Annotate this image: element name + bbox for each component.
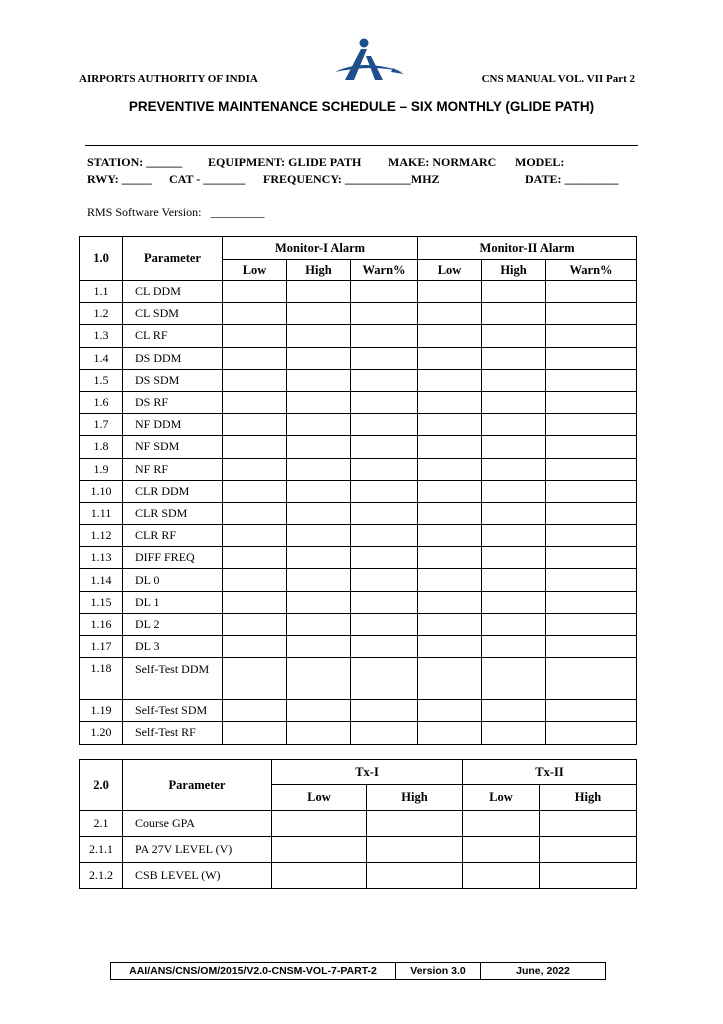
value-cell[interactable] (287, 658, 351, 700)
value-cell[interactable] (418, 591, 482, 613)
value-cell[interactable] (223, 569, 287, 591)
row-number: 1.13 (80, 547, 123, 569)
value-cell[interactable] (351, 525, 418, 547)
value-cell[interactable] (418, 325, 482, 347)
cat-field: CAT - _______ (169, 172, 246, 186)
value-cell[interactable] (418, 502, 482, 524)
row-number: 1.15 (80, 591, 123, 613)
value-cell[interactable] (546, 722, 637, 744)
value-cell[interactable] (546, 613, 637, 635)
value-cell[interactable] (482, 458, 546, 480)
row-parameter: CLR DDM (123, 480, 223, 502)
row-number: 1.7 (80, 414, 123, 436)
value-cell[interactable] (546, 569, 637, 591)
value-cell[interactable] (351, 281, 418, 303)
table-row (80, 347, 637, 369)
table-row (80, 700, 637, 722)
aai-logo-icon (333, 36, 405, 84)
value-cell[interactable] (418, 458, 482, 480)
row-number: 2.1.1 (80, 837, 123, 863)
row-parameter: DS SDM (123, 369, 223, 391)
value-cell[interactable] (287, 436, 351, 458)
row-number: 1.20 (80, 722, 123, 744)
row-parameter: CLR SDM (123, 502, 223, 524)
value-cell[interactable] (287, 547, 351, 569)
m2-high-header: High (482, 260, 546, 281)
value-cell[interactable] (546, 436, 637, 458)
value-cell[interactable] (287, 700, 351, 722)
table-row (80, 722, 637, 744)
value-cell[interactable] (223, 369, 287, 391)
table-row (80, 636, 637, 658)
value-cell[interactable] (418, 281, 482, 303)
frequency-field: FREQUENCY: ___________MHZ (263, 172, 440, 186)
value-cell[interactable] (351, 391, 418, 413)
value-cell[interactable] (546, 458, 637, 480)
value-cell[interactable] (223, 525, 287, 547)
value-cell[interactable] (482, 369, 546, 391)
transmitter-table (79, 759, 637, 889)
value-cell[interactable] (482, 722, 546, 744)
org-name: AIRPORTS AUTHORITY OF INDIA (79, 73, 258, 85)
value-cell[interactable] (223, 658, 287, 700)
value-cell[interactable] (540, 837, 637, 863)
parameter-header: Parameter (123, 237, 223, 281)
row-number: 1.17 (80, 636, 123, 658)
value-cell[interactable] (482, 569, 546, 591)
row-number: 1.4 (80, 347, 123, 369)
value-cell[interactable] (367, 811, 463, 837)
value-cell[interactable] (351, 369, 418, 391)
value-cell[interactable] (546, 347, 637, 369)
value-cell[interactable] (482, 658, 546, 700)
row-parameter: CLR RF (123, 525, 223, 547)
table-row (80, 369, 637, 391)
divider (85, 145, 638, 146)
footer-version: Version 3.0 (396, 963, 481, 979)
row-number: 1.9 (80, 458, 123, 480)
value-cell[interactable] (482, 436, 546, 458)
table-row (80, 811, 637, 837)
value-cell[interactable] (546, 547, 637, 569)
value-cell[interactable] (287, 347, 351, 369)
equipment-field: EQUIPMENT: GLIDE PATH (208, 155, 362, 169)
value-cell[interactable] (482, 700, 546, 722)
value-cell[interactable] (272, 811, 367, 837)
value-cell[interactable] (287, 414, 351, 436)
row-number: 1.6 (80, 391, 123, 413)
table-row (80, 391, 637, 413)
value-cell[interactable] (287, 458, 351, 480)
value-cell[interactable] (418, 722, 482, 744)
value-cell[interactable] (223, 347, 287, 369)
row-parameter: DL 2 (123, 613, 223, 635)
row-number: 1.19 (80, 700, 123, 722)
monitor-alarm-table (79, 236, 637, 745)
value-cell[interactable] (418, 613, 482, 635)
row-parameter: CSB LEVEL (W) (123, 863, 272, 889)
value-cell[interactable] (351, 700, 418, 722)
row-parameter: Self-Test SDM (123, 700, 223, 722)
row-parameter: Self-Test DDM (123, 658, 223, 700)
value-cell[interactable] (482, 281, 546, 303)
table-row (80, 525, 637, 547)
value-cell[interactable] (272, 863, 367, 889)
value-cell[interactable] (482, 391, 546, 413)
value-cell[interactable] (418, 658, 482, 700)
row-parameter: CL DDM (123, 281, 223, 303)
value-cell[interactable] (351, 547, 418, 569)
value-cell[interactable] (418, 414, 482, 436)
value-cell[interactable] (351, 325, 418, 347)
table-row (80, 547, 637, 569)
table-row (80, 303, 637, 325)
value-cell[interactable] (482, 325, 546, 347)
row-number: 2.1.2 (80, 863, 123, 889)
tx-1-header: Tx-I (272, 760, 463, 785)
table-row (80, 613, 637, 635)
value-cell[interactable] (546, 700, 637, 722)
value-cell[interactable] (351, 303, 418, 325)
value-cell[interactable] (223, 391, 287, 413)
row-number: 1.14 (80, 569, 123, 591)
value-cell[interactable] (482, 547, 546, 569)
value-cell[interactable] (482, 591, 546, 613)
row-number: 1.1 (80, 281, 123, 303)
value-cell[interactable] (418, 569, 482, 591)
row-parameter: NF DDM (123, 414, 223, 436)
value-cell[interactable] (367, 863, 463, 889)
value-cell[interactable] (418, 303, 482, 325)
value-cell[interactable] (546, 281, 637, 303)
station-field: STATION: ______ (87, 155, 183, 169)
row-number: 1.8 (80, 436, 123, 458)
value-cell[interactable] (272, 837, 367, 863)
footer-date: June, 2022 (516, 965, 570, 977)
value-cell[interactable] (546, 525, 637, 547)
tx2-low-header: Low (463, 785, 540, 811)
row-parameter: PA 27V LEVEL (V) (123, 837, 272, 863)
value-cell[interactable] (287, 281, 351, 303)
value-cell[interactable] (418, 636, 482, 658)
value-cell[interactable] (351, 436, 418, 458)
value-cell[interactable] (463, 863, 540, 889)
value-cell[interactable] (223, 613, 287, 635)
m2-low-header: Low (418, 260, 482, 281)
table-row (80, 591, 637, 613)
value-cell[interactable] (418, 391, 482, 413)
parameter-header: Parameter (123, 760, 272, 811)
row-parameter: NF RF (123, 458, 223, 480)
table-row (80, 414, 637, 436)
table-row (80, 502, 637, 524)
value-cell[interactable] (351, 414, 418, 436)
value-cell[interactable] (287, 480, 351, 502)
table-row (80, 480, 637, 502)
value-cell[interactable] (482, 502, 546, 524)
value-cell[interactable] (463, 811, 540, 837)
row-number: 1.12 (80, 525, 123, 547)
table-row (80, 281, 637, 303)
model-field: MODEL: (515, 155, 565, 169)
value-cell[interactable] (223, 700, 287, 722)
value-cell[interactable] (223, 414, 287, 436)
value-cell[interactable] (418, 525, 482, 547)
value-cell[interactable] (546, 414, 637, 436)
rms-version-field: RMS Software Version: _________ (87, 205, 265, 219)
value-cell[interactable] (287, 591, 351, 613)
value-cell[interactable] (223, 436, 287, 458)
value-cell[interactable] (287, 722, 351, 744)
value-cell[interactable] (482, 636, 546, 658)
value-cell[interactable] (418, 700, 482, 722)
value-cell[interactable] (351, 569, 418, 591)
make-field: MAKE: NORMARC (388, 155, 497, 169)
m2-warn-header: Warn% (546, 260, 637, 281)
table-row (80, 837, 637, 863)
value-cell[interactable] (351, 502, 418, 524)
value-cell[interactable] (287, 613, 351, 635)
m1-low-header: Low (223, 260, 287, 281)
value-cell[interactable] (223, 303, 287, 325)
date-field: DATE: _________ (525, 172, 619, 186)
tx1-high-header: High (367, 785, 463, 811)
row-parameter: DL 3 (123, 636, 223, 658)
value-cell[interactable] (223, 281, 287, 303)
page-title: PREVENTIVE MAINTENANCE SCHEDULE – SIX MONTHLY (GLIDE PATH) (128, 99, 595, 114)
value-cell[interactable] (540, 811, 637, 837)
row-parameter: DL 1 (123, 591, 223, 613)
value-cell[interactable] (482, 347, 546, 369)
value-cell[interactable] (463, 837, 540, 863)
row-number: 1.11 (80, 502, 123, 524)
value-cell[interactable] (287, 325, 351, 347)
table-row (80, 863, 637, 889)
row-number: 2.1 (80, 811, 123, 837)
value-cell[interactable] (223, 547, 287, 569)
value-cell[interactable] (546, 303, 637, 325)
value-cell[interactable] (351, 658, 418, 700)
value-cell[interactable] (367, 837, 463, 863)
value-cell[interactable] (546, 658, 637, 700)
document-footer (110, 962, 606, 980)
table-row (80, 325, 637, 347)
table-row (80, 658, 637, 700)
tx2-high-header: High (540, 785, 637, 811)
value-cell[interactable] (546, 502, 637, 524)
rwy-field: RWY: _____ (87, 172, 152, 186)
value-cell[interactable] (287, 303, 351, 325)
value-cell[interactable] (223, 722, 287, 744)
value-cell[interactable] (351, 722, 418, 744)
value-cell[interactable] (482, 525, 546, 547)
row-parameter: CL RF (123, 325, 223, 347)
value-cell[interactable] (482, 303, 546, 325)
value-cell[interactable] (287, 391, 351, 413)
value-cell[interactable] (287, 525, 351, 547)
row-parameter: Self-Test RF (123, 722, 223, 744)
value-cell[interactable] (418, 436, 482, 458)
value-cell[interactable] (418, 480, 482, 502)
value-cell[interactable] (287, 369, 351, 391)
value-cell[interactable] (287, 502, 351, 524)
monitor-1-header: Monitor-I Alarm (223, 237, 418, 260)
value-cell[interactable] (223, 325, 287, 347)
value-cell[interactable] (223, 480, 287, 502)
tx-2-header: Tx-II (463, 760, 637, 785)
row-parameter: NF SDM (123, 436, 223, 458)
row-parameter: CL SDM (123, 303, 223, 325)
row-number: 1.16 (80, 613, 123, 635)
value-cell[interactable] (418, 369, 482, 391)
value-cell[interactable] (351, 480, 418, 502)
value-cell[interactable] (287, 636, 351, 658)
footer-doc-id: AAI/ANS/CNS/OM/2015/V2.0-CNSM-VOL-7-PART-2 (111, 963, 396, 979)
section-number: 2.0 (80, 760, 123, 811)
row-parameter: DIFF FREQ (123, 547, 223, 569)
table-row (80, 436, 637, 458)
value-cell[interactable] (546, 636, 637, 658)
row-number: 1.2 (80, 303, 123, 325)
row-parameter: DL 0 (123, 569, 223, 591)
value-cell[interactable] (223, 636, 287, 658)
value-cell[interactable] (482, 414, 546, 436)
row-number: 1.10 (80, 480, 123, 502)
value-cell[interactable] (223, 458, 287, 480)
row-parameter: Course GPA (123, 811, 272, 837)
table-row (80, 569, 637, 591)
value-cell[interactable] (546, 369, 637, 391)
row-number: 1.3 (80, 325, 123, 347)
value-cell[interactable] (418, 547, 482, 569)
value-cell[interactable] (482, 613, 546, 635)
value-cell[interactable] (351, 636, 418, 658)
value-cell[interactable] (351, 613, 418, 635)
value-cell[interactable] (540, 863, 637, 889)
m1-high-header: High (287, 260, 351, 281)
value-cell[interactable] (351, 347, 418, 369)
row-parameter: DS RF (123, 391, 223, 413)
row-number: 1.18 (80, 658, 123, 700)
value-cell[interactable] (418, 347, 482, 369)
value-cell[interactable] (223, 591, 287, 613)
value-cell[interactable] (482, 480, 546, 502)
monitor-2-header: Monitor-II Alarm (418, 237, 637, 260)
table-row (80, 458, 637, 480)
tx1-low-header: Low (272, 785, 367, 811)
value-cell[interactable] (351, 458, 418, 480)
manual-name: CNS MANUAL VOL. VII Part 2 (481, 73, 635, 85)
value-cell[interactable] (546, 391, 637, 413)
m1-warn-header: Warn% (351, 260, 418, 281)
value-cell[interactable] (287, 569, 351, 591)
value-cell[interactable] (546, 325, 637, 347)
value-cell[interactable] (546, 480, 637, 502)
value-cell[interactable] (223, 502, 287, 524)
value-cell[interactable] (546, 591, 637, 613)
row-number: 1.5 (80, 369, 123, 391)
section-number: 1.0 (80, 237, 123, 281)
value-cell[interactable] (351, 591, 418, 613)
row-parameter: DS DDM (123, 347, 223, 369)
